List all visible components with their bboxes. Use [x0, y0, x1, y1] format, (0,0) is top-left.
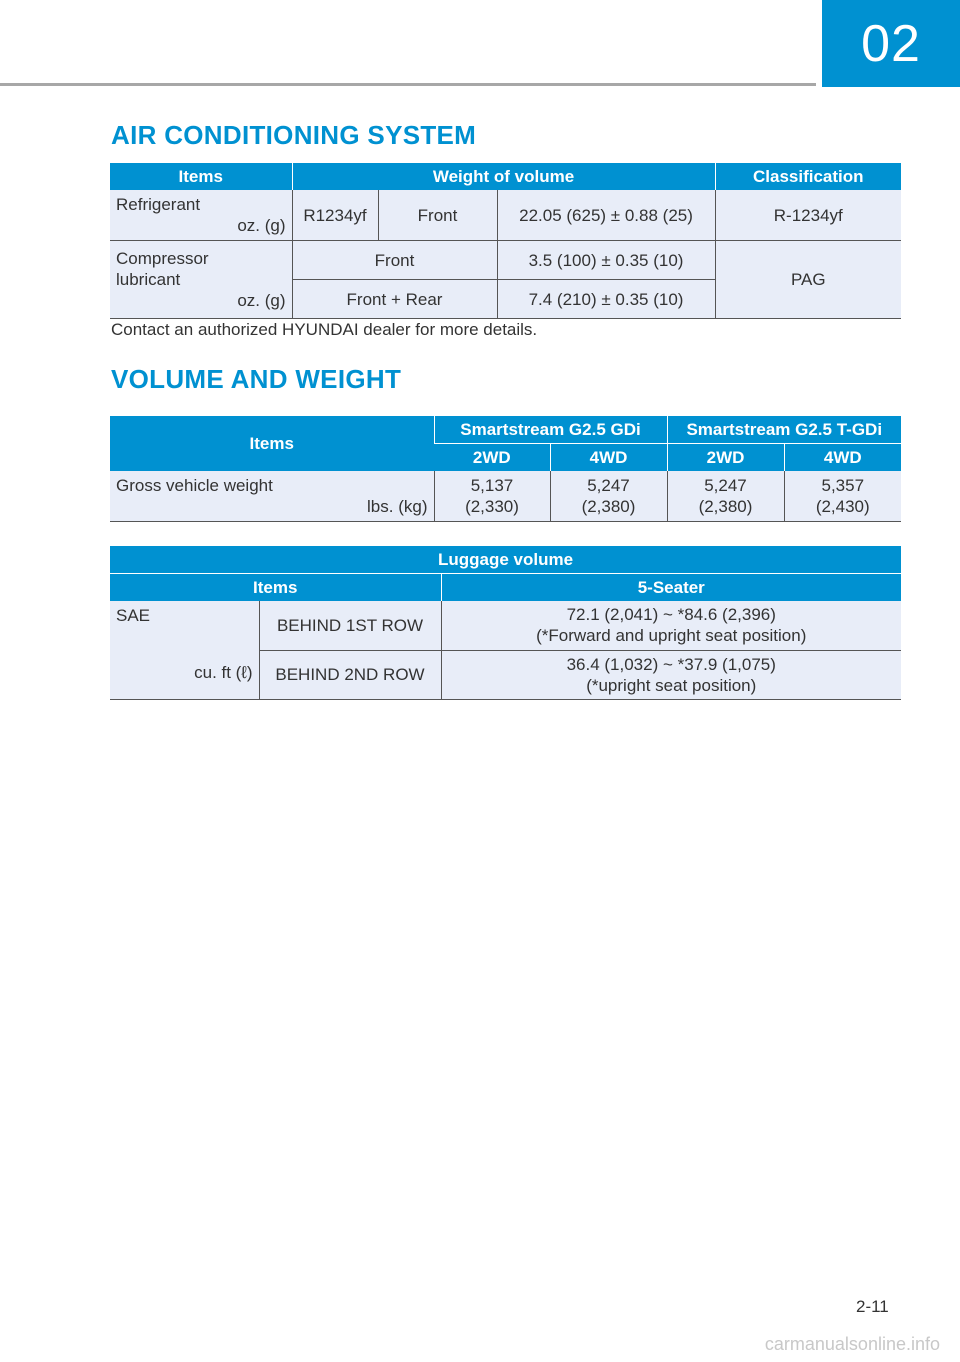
luggage-header-row [110, 574, 901, 602]
luggage-header-items: Items [110, 574, 441, 602]
gross-weight-row [110, 471, 901, 522]
section-title-volume-weight: VOLUME AND WEIGHT [111, 364, 402, 394]
section-title-ac: AIR CONDITIONING SYSTEM [111, 120, 477, 150]
refrigerant-value: 22.05 (625) ± 0.88 (25) [497, 190, 715, 241]
header-drive-gdi-2wd: 2WD [434, 444, 550, 472]
luggage-value: 72.1 (2,041) ~ *84.6 (2,396) [566, 605, 776, 625]
weight-lbs: 5,247 [587, 476, 630, 495]
dealer-note: Contact an authorized HYUNDAI dealer for more details. [111, 320, 538, 339]
chapter-tab: 02 [822, 0, 960, 87]
refrigerant-type: R1234yf [292, 190, 378, 241]
luggage-row-1st [110, 601, 901, 650]
refrigerant-unit: oz. (g) [237, 216, 286, 235]
weight-table [110, 416, 901, 522]
luggage-title-row [110, 546, 901, 574]
lubricant-position-front: Front [292, 241, 497, 280]
weight-value-gdi-2wd [434, 471, 550, 522]
header-engine-tgdi: Smartstream G2.5 T-GDi [667, 416, 901, 444]
luggage-title: Luggage volume [110, 546, 901, 574]
refrigerant-label-cell [110, 190, 292, 241]
luggage-label: SAE [116, 606, 151, 625]
ac-table [110, 163, 901, 319]
gross-weight-unit: lbs. (kg) [367, 497, 428, 516]
luggage-unit: cu. ft (ℓ) [194, 663, 253, 682]
luggage-header-seater: 5-Seater [441, 574, 901, 602]
weight-header-items: Items [110, 416, 434, 471]
refrigerant-position: Front [378, 190, 497, 241]
header-drive-gdi-4wd: 4WD [550, 444, 667, 472]
lubricant-unit: oz. (g) [237, 291, 286, 310]
lubricant-row-front [110, 241, 901, 280]
header-weight-of-volume: Weight of volume [292, 163, 715, 190]
weight-kg: (2,380) [698, 497, 753, 516]
page-number: 2-11 [856, 1297, 889, 1316]
luggage-position-1st: BEHIND 1ST ROW [259, 601, 441, 650]
weight-value-gdi-4wd [550, 471, 667, 522]
ac-header-row [110, 163, 901, 190]
weight-value-tgdi-4wd [784, 471, 901, 522]
header-drive-tgdi-2wd: 2WD [667, 444, 784, 472]
luggage-table [110, 546, 901, 700]
lubricant-value-front: 3.5 (100) ± 0.35 (10) [497, 241, 715, 280]
lubricant-label-cell [110, 241, 292, 319]
header-rule [0, 83, 816, 86]
luggage-value-1st-cell [441, 601, 901, 650]
header-classification: Classification [715, 163, 901, 190]
weight-lbs: 5,137 [470, 476, 514, 495]
luggage-value: 36.4 (1,032) ~ *37.9 (1,075) [566, 654, 776, 674]
header-items: Items [110, 163, 292, 190]
watermark: carmanualsonline.info [764, 1334, 940, 1354]
lubricant-label-line2: lubricant [116, 270, 181, 289]
luggage-note: (*upright seat position) [586, 675, 757, 695]
weight-header-row-1 [110, 416, 901, 444]
refrigerant-classification: R-1234yf [715, 190, 901, 241]
luggage-position-2nd: BEHIND 2ND ROW [259, 650, 441, 699]
lubricant-value-front-rear: 7.4 (210) ± 0.35 (10) [497, 280, 715, 319]
luggage-label-cell [110, 601, 259, 699]
weight-kg: (2,430) [815, 497, 870, 516]
weight-lbs: 5,247 [704, 476, 747, 495]
weight-kg: (2,380) [581, 497, 636, 516]
gross-weight-label: Gross vehicle weight [116, 476, 273, 495]
lubricant-label-line1: Compressor [116, 249, 209, 268]
refrigerant-label: Refrigerant [116, 195, 201, 214]
weight-kg: (2,330) [465, 497, 519, 516]
lubricant-position-front-rear: Front + Rear [292, 280, 497, 319]
weight-value-tgdi-2wd [667, 471, 784, 522]
gross-weight-label-cell [110, 471, 434, 522]
lubricant-classification: PAG [715, 241, 901, 319]
header-drive-tgdi-4wd: 4WD [784, 444, 901, 472]
luggage-note: (*Forward and upright seat position) [536, 626, 807, 646]
weight-lbs: 5,357 [821, 476, 865, 495]
refrigerant-row [110, 190, 901, 241]
header-engine-gdi: Smartstream G2.5 GDi [434, 416, 667, 444]
luggage-value-2nd-cell [441, 650, 901, 699]
